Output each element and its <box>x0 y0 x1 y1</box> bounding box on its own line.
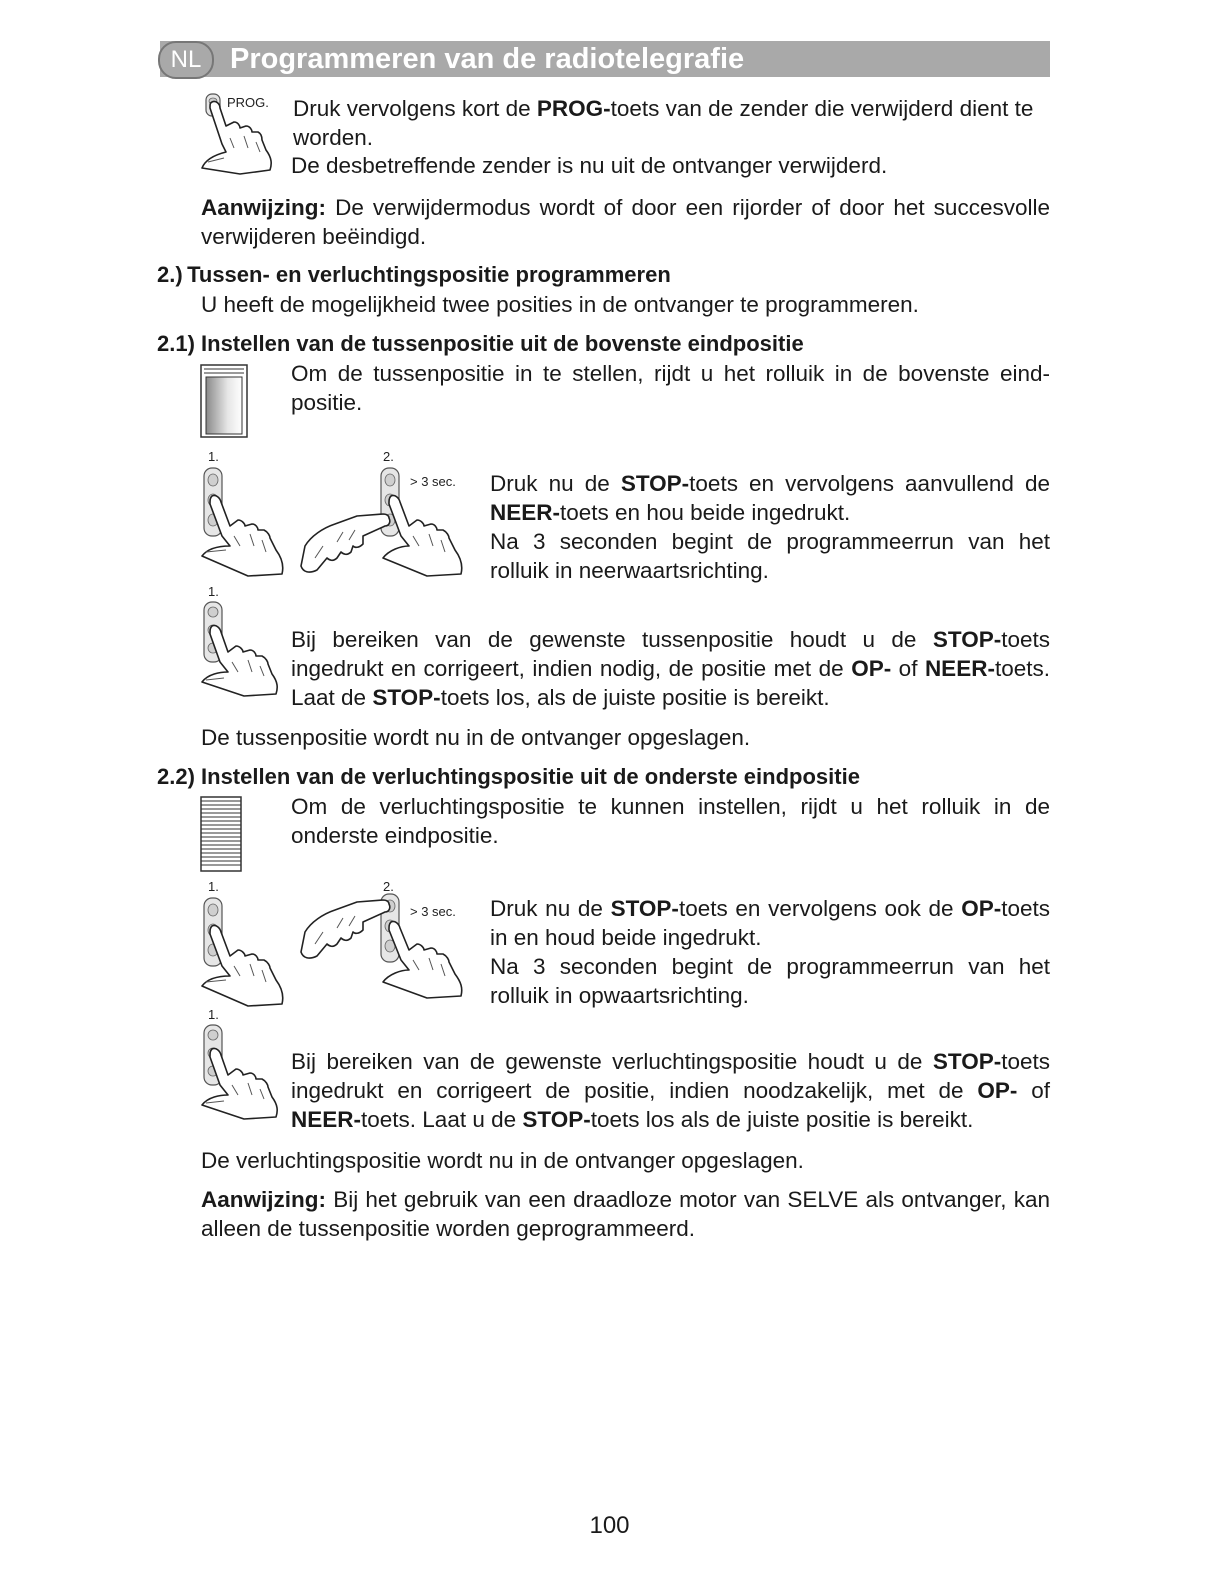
section-2-intro: U heeft de mogelijkheid twee posities in de ontvanger te programmeren. <box>201 292 919 317</box>
s21-p3-text-3: of <box>891 656 925 681</box>
section-2-2-p2 <box>490 894 1050 952</box>
section-2-1-saved: De tussenpositie wordt nu in de ontvanger opgeslagen. <box>201 725 751 750</box>
s22-p3-op-key: OP- <box>977 1078 1018 1103</box>
section-2-1-p2-line2: Na 3 seconden begint de programmeerrun van het rolluik in neerwaartsrichting. <box>490 529 1050 583</box>
shutter-open-icon <box>200 364 248 438</box>
step-2-label-2: 2. <box>383 879 394 894</box>
s22-p3-stop-key-2: STOP- <box>522 1107 591 1132</box>
s22-p3-text-4: toets. Laat u de <box>361 1107 523 1132</box>
section-2-2-saved: De verluchtingspositie wordt nu in de ontvanger opgeslagen. <box>201 1148 804 1173</box>
s22-p2-op-key: OP- <box>961 896 1002 921</box>
timer-label-2: > 3 sec. <box>410 904 456 919</box>
page-title: Programmeren van de radiotelegrafie <box>230 43 745 75</box>
section-2-2-heading: 2.2) Instellen van de verluchtingspositie uit de onderste eindpositie <box>157 764 860 789</box>
prog-label: PROG. <box>227 95 269 110</box>
section-2-2-p1: Om de verluchtingspositie te kunnen instellen, rijdt u het rolluik in de onderste eindpositie. <box>291 794 1050 848</box>
prog-key: PROG- <box>536 96 611 121</box>
s21-p2-neer-key: NEER- <box>490 500 561 525</box>
language-badge: NL <box>158 41 214 79</box>
s21-p2-stop-key: STOP- <box>620 471 690 496</box>
section-2-2-p2-line2: Na 3 seconden begint de programmeerrun van het rolluik in opwaartsrichting. <box>490 954 1050 1008</box>
section-2-heading: 2.) Tussen- en verluchtingspositie programmeren <box>157 262 671 287</box>
section-2-1-heading: 2.1) Instellen van de tussenpositie uit de bovenste eindpositie <box>157 331 804 356</box>
section-2-2-p3 <box>291 1047 1050 1134</box>
hand-hold-stop-icon-2 <box>200 1023 282 1121</box>
hand-press-stop-icon-2 <box>200 896 290 1008</box>
shutter-closed-icon <box>200 796 242 872</box>
timer-label: > 3 sec. <box>410 474 456 489</box>
two-hands-stop-neer-icon <box>297 466 487 578</box>
s22-p3-neer-key: NEER- <box>291 1107 362 1132</box>
s22-p3-text-1: Bij bereiken van de gewenste verluchtingspositie houdt u de <box>291 1049 933 1074</box>
s22-p3-text-2: toets ingedrukt en corrigeert de positie, indien noodzakelijk, met de <box>291 1049 1050 1103</box>
s22-p2-text-3: toets in en houd beide ingedrukt. <box>490 896 1050 950</box>
s21-p3-text-1: Bij bereiken van de gewenste tussenpositie houdt u de <box>291 627 933 652</box>
s22-p2-stop-key: STOP- <box>610 896 679 921</box>
s21-p3-neer-key: NEER- <box>924 656 995 681</box>
two-hands-stop-op-icon <box>297 892 487 998</box>
note-2-text: Bij het gebruik van een draadloze motor van SELVE als ontvanger, kan alleen de tussenpositie worden geprogrammeerd. <box>201 1187 1050 1241</box>
s22-p2-text-2: toets en vervolgens ook de <box>678 896 962 921</box>
note-1-text: De verwijdermodus wordt of door een rijorder of door het succesvolle verwijderen beëindigd. <box>201 195 1050 249</box>
step-1-label: 1. <box>208 449 219 464</box>
page-number: 100 <box>589 1512 630 1539</box>
prog-text-1: Druk vervolgens kort de <box>293 96 537 121</box>
s21-p3-op-key: OP- <box>851 656 892 681</box>
s21-p3-text-2: toets ingedrukt en corrigeert, indien nodig, de positie met de <box>291 627 1050 681</box>
prog-result: De desbetreffende zender is nu uit de ontvanger verwijderd. <box>291 153 888 178</box>
note-1 <box>201 193 1050 251</box>
step-1-label-2: 1. <box>208 879 219 894</box>
s21-p2-text-2: toets en vervolgens aanvullend de <box>689 471 1050 496</box>
s21-p2-text-3: toets en hou beide ingedrukt. <box>560 500 851 525</box>
prog-text-2: toets van de zender die verwijderd dient te worden. <box>293 96 1034 150</box>
s22-p3-text-3: of <box>1017 1078 1050 1103</box>
step-3-label: 1. <box>208 584 219 599</box>
hand-hold-stop-icon <box>200 600 282 698</box>
section-2-1-p2 <box>490 469 1050 527</box>
s22-p2-text-1: Druk nu de <box>490 896 611 921</box>
s21-p2-text-1: Druk nu de <box>490 471 621 496</box>
hand-press-stop-icon <box>200 466 290 578</box>
s21-p3-stop-key-2: STOP- <box>372 685 441 710</box>
s22-p3-stop-key: STOP- <box>932 1049 1002 1074</box>
note-1-label: Aanwijzing: <box>201 195 326 220</box>
s21-p3-text-5: toets los, als de juiste positie is bereikt. <box>440 685 830 710</box>
section-2-1-p3 <box>291 625 1050 712</box>
section-2-1-p1: Om de tussenpositie in te stellen, rijdt u het rolluik in de bovenste eind-positie. <box>291 361 1050 415</box>
note-2-label: Aanwijzing: <box>201 1187 326 1212</box>
step-3-label-2: 1. <box>208 1007 219 1022</box>
s22-p3-text-5: toets los als de juiste positie is bereikt. <box>590 1107 974 1132</box>
s21-p3-text-4: toets. Laat de <box>291 656 1050 710</box>
prog-instruction <box>293 94 1050 152</box>
step-2-label: 2. <box>383 449 394 464</box>
note-2 <box>201 1185 1050 1243</box>
s21-p3-stop-key: STOP- <box>932 627 1002 652</box>
